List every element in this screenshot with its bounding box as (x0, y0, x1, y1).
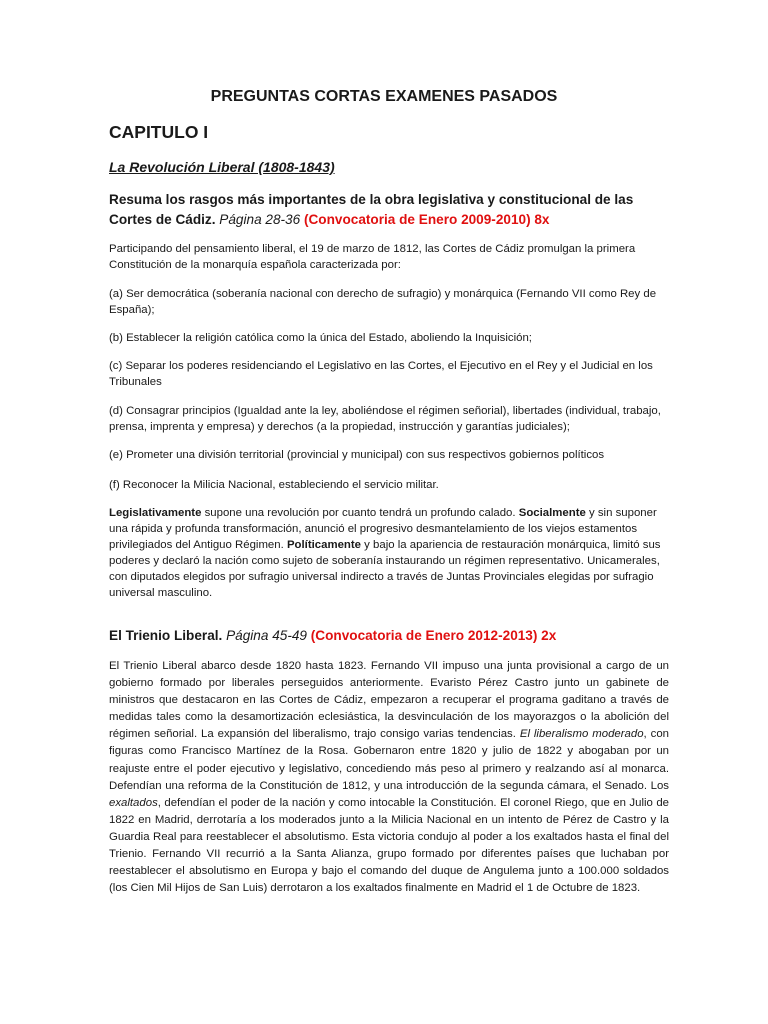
keyword-politicamente: Políticamente (286, 539, 361, 551)
summary-text-2: y sin suponer una rápida y profunda transformación, anunció el progresivo desmantelamiento de los viejos estamentos privilegiados del Antiguo Régimen. (109, 507, 657, 551)
question-2-pages: Página 45-49 (226, 628, 307, 643)
keyword-legislativamente: Legislativamente (109, 507, 202, 519)
summary-text-3: y bajo la apariencia de restauración monárquica, limitó sus poderes y declaró la nación como sujeto de soberanía instaurando un régimen representativo. Unicamerales, con diputados elegidos por sufragio universal indirecto a través de Juntas Provinciales elegidas por sufragio universal masculino. (109, 539, 661, 599)
answer-1-item-e: (e) Prometer una división territorial (provincial y municipal) con sus respectivos gobiernos políticos (109, 449, 605, 461)
answer-2-text-1: El Trienio Liberal abarco desde 1820 hasta 1823. Fernando VII impuso una junta provisional a cargo de un gobierno formado por liberales perseguidos anteriormente. Evaristo Pérez Castro junto un gabinete de ministros que destacaron en las Cortes de Cádiz, empezaron a recuperar el programa gaditano a través de medidas tales como la desamortización eclesiástica, la desvinculación de los mayorazgos o la abolición del régimen señorial. La expansión del liberalismo, trajo consigo varias tendencias. (109, 660, 669, 741)
question-1-call: (Convocatoria de Enero 2009-2010) 8x (303, 212, 550, 227)
answer-2-text-2: , con figuras como Francisco Martínez de la Rosa. Gobernaron entre 1820 y julio de 1822 y abogaban por un reajuste entre el poder ejecutivo y legislativo, concediendo más peso al primero y realzando así al monarca. Defendían una reforma de la Constitución de 1812, y una introducción de la segunda cámara, el Senado. Los (109, 728, 669, 792)
question-2-call: (Convocatoria de Enero 2012-2013) 2x (310, 628, 557, 643)
summary-text-1: supone una revolución por cuanto tendrá un profundo calado. (201, 507, 519, 519)
answer-2-italic-1: El liberalismo moderado (519, 728, 644, 741)
answer-1-item-d: (d) Consagrar principios (Igualdad ante la ley, aboliéndose el régimen señorial), libertades (individual, trabajo, prensa, imprenta y empresa) y derechos (a la propiedad, instrucción y garantías judiciales); (109, 405, 661, 433)
question-1-pages: Página 28-36 (219, 212, 301, 227)
answer-1-summary (109, 505, 669, 601)
answer-2 (109, 658, 669, 897)
answer-2-text-3: , defendían el poder de la nación y como intocable la Constitución. El coronel Riego, que en Julio de 1822 en Madrid, derrotaría a los moderados junto a la Milicia Nacional en un intento de Pérez de Castro y la Guardia Real para reestablecer el absolutismo. Esta victoria condujo al poder a los exaltados hasta el final del Trienio. Fernando VII recurrió a la Santa Alianza, grupo formado por diferentes países que luchaban por reestablecer el absolutismo en Europa y bajo el comando del duque de Angulema junto a 100.000 soldados (los Cien Mil Hijos de San Luis) derrotaron a los exaltados finalmente en Madrid el 1 de Octubre de 1823. (109, 796, 669, 895)
answer-1-item-a: (a) Ser democrática (soberanía nacional con derecho de sufragio) y monárquica (Fernando VII como Rey de España); (109, 288, 657, 316)
answer-1-intro: Participando del pensamiento liberal, el 19 de marzo de 1812, las Cortes de Cádiz promulgan la primera Constitución de la monarquía española caracterizada por: (109, 243, 636, 271)
section-heading: La Revolución Liberal (1808-1843) (109, 159, 335, 175)
answer-1-item-c: (c) Separar los poderes residenciando el Legislativo en las Cortes, el Ejecutivo en el Rey y el Judicial en los Tribunales (109, 360, 653, 388)
question-2 (109, 626, 669, 646)
question-1-text: Resuma los rasgos más importantes de la obra legislativa y constitucional de las Cortes de Cádiz. (109, 192, 634, 227)
question-1 (109, 190, 669, 230)
answer-2-italic-2: exaltados (109, 796, 158, 809)
question-2-text: El Trienio Liberal. (109, 628, 223, 643)
keyword-socialmente: Socialmente (518, 507, 586, 519)
document-title: PREGUNTAS CORTAS EXAMENES PASADOS (210, 88, 558, 105)
chapter-heading: CAPITULO I (109, 122, 209, 142)
answer-1-item-b: (b) Establecer la religión católica como la única del Estado, aboliendo la Inquisición; (109, 332, 532, 344)
answer-1-item-f: (f) Reconocer la Milicia Nacional, estableciendo el servicio militar. (109, 479, 439, 491)
